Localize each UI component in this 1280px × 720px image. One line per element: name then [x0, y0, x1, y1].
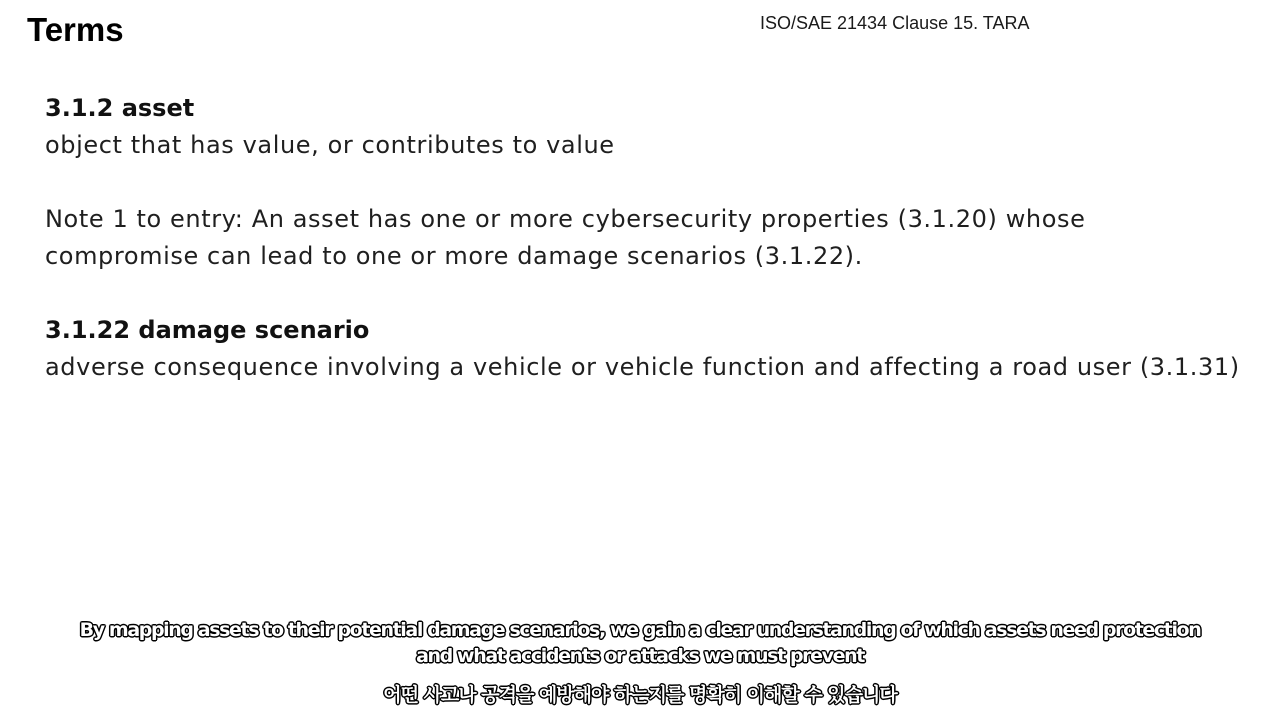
term-asset: [45, 90, 1255, 275]
slide-title: Terms: [27, 11, 124, 48]
term-note-line: Note 1 to entry: An asset has one or more cybersecurity properties (3.1.20) whose: [45, 205, 1086, 233]
subtitle-line: By mapping assets to their potential damage scenarios, we gain a clear understanding of which assets need protection: [79, 619, 1201, 641]
term-note-line: compromise can lead to one or more damage scenarios (3.1.22).: [45, 242, 863, 270]
standard-reference: ISO/SAE 21434 Clause 15. TARA: [760, 13, 1030, 33]
spacer: [45, 164, 1255, 201]
subtitle-line: and what accidents or attacks we must prevent: [416, 645, 864, 667]
term-definition: adverse consequence involving a vehicle or vehicle function and affecting a road user (3.1.31): [45, 353, 1240, 381]
term-heading: 3.1.2 asset: [45, 94, 195, 122]
term-damage-scenario: [45, 312, 1255, 386]
terms-content: [45, 90, 1255, 386]
spacer: [45, 275, 1255, 312]
subtitle-english: [0, 617, 1280, 669]
term-definition: object that has value, or contributes to value: [45, 131, 615, 159]
subtitle-korean: 어떤 사고나 공격을 예방해야 하는지를 명확히 이해할 수 있습니다: [383, 684, 897, 706]
term-heading: 3.1.22 damage scenario: [45, 316, 370, 344]
